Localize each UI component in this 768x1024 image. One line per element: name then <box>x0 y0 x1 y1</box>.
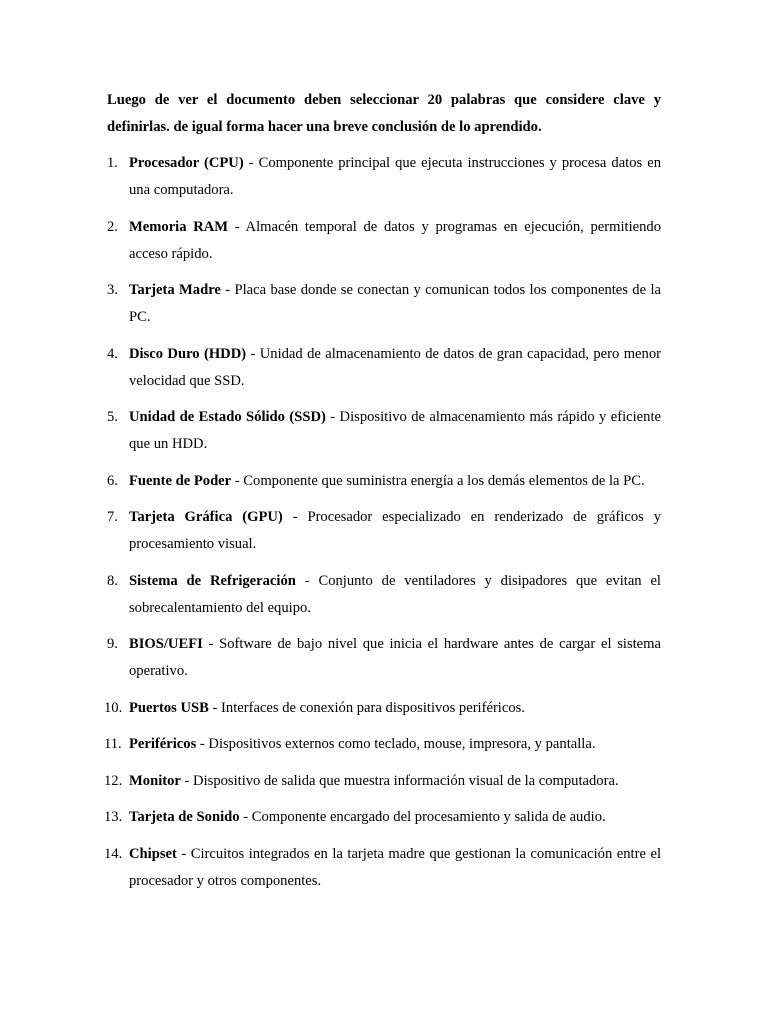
item-definition: - Software de bajo nivel que inicia el hardware antes de cargar el sistema operativo. <box>129 636 661 679</box>
item-definition: - Interfaces de conexión para dispositivos periféricos. <box>208 699 525 716</box>
item-term: Monitor <box>129 772 181 789</box>
item-number: 1. <box>107 155 118 171</box>
item-term: Puertos USB <box>129 699 209 716</box>
item-number: 11. <box>104 736 122 752</box>
item-definition: - Componente encargado del procesamiento y salida de audio. <box>239 809 606 825</box>
list-item <box>107 341 661 395</box>
item-definition: - Almacén temporal de datos y programas en ejecución, permitiendo acceso rápido. <box>129 218 661 262</box>
item-term: Disco Duro (HDD) <box>129 345 247 362</box>
item-term: Periféricos <box>129 736 197 752</box>
list-item <box>104 804 661 831</box>
item-number: 8. <box>107 572 118 589</box>
item-definition: - Componente que suministra energía a los demás elementos de la PC. <box>231 472 645 489</box>
list-item <box>104 841 661 895</box>
item-term: Memoria RAM <box>129 218 229 235</box>
item-term: Chipset <box>129 845 177 862</box>
item-number: 10. <box>104 699 123 716</box>
list-item <box>104 768 661 795</box>
item-definition: - Placa base donde se conectan y comunican todos los componentes de la PC. <box>129 282 661 325</box>
glossary-list <box>104 150 662 895</box>
instructions-paragraph: Luego de ver el documento deben seleccionar 20 palabras que considere clave y definirlas. de igual forma hacer una breve conclusión de lo aprendido. <box>107 92 661 135</box>
item-definition: - Unidad de almacenamiento de datos de gran capacidad, pero menor velocidad que SSD. <box>129 345 661 389</box>
list-item <box>104 695 661 722</box>
list-item <box>107 631 661 685</box>
item-number: 2. <box>107 218 118 235</box>
item-definition: - Procesador especializado en renderizado de gráficos y procesamiento visual. <box>129 509 661 552</box>
item-term: Procesador (CPU) <box>129 155 244 171</box>
item-number: 4. <box>107 345 118 362</box>
item-number: 9. <box>107 636 118 652</box>
item-term: Unidad de Estado Sólido (SSD) <box>129 409 326 425</box>
item-term: Sistema de Refrigeración <box>129 572 296 589</box>
item-definition: - Componente principal que ejecuta instrucciones y procesa datos en una computadora. <box>129 155 662 198</box>
document-page <box>104 87 662 904</box>
item-definition: - Conjunto de ventiladores y disipadores que evitan el sobrecalentamiento del equipo. <box>129 572 661 616</box>
item-term: Fuente de Poder <box>129 472 232 489</box>
item-definition: - Circuitos integrados en la tarjeta madre que gestionan la comunicación entre el procesador y otros componentes. <box>129 845 661 889</box>
item-number: 5. <box>107 409 118 425</box>
item-definition: - Dispositivos externos como teclado, mouse, impresora, y pantalla. <box>196 736 596 752</box>
item-definition: - Dispositivo de almacenamiento más rápido y eficiente que un HDD. <box>129 409 661 452</box>
item-term: Tarjeta de Sonido <box>129 809 240 825</box>
item-term: BIOS/UEFI <box>129 636 203 652</box>
list-item <box>107 568 661 622</box>
item-number: 12. <box>104 772 123 789</box>
list-item <box>107 277 661 331</box>
list-item <box>107 214 661 268</box>
item-definition: - Dispositivo de salida que muestra información visual de la computadora. <box>180 772 619 789</box>
list-item <box>104 731 661 758</box>
list-item <box>107 504 661 558</box>
item-number: 6. <box>107 472 118 489</box>
list-item <box>107 468 661 495</box>
item-term: Tarjeta Gráfica (GPU) <box>129 509 283 525</box>
item-term: Tarjeta Madre <box>129 282 221 298</box>
item-number: 7. <box>107 509 118 525</box>
item-number: 3. <box>107 282 118 298</box>
item-number: 13. <box>104 809 123 825</box>
list-item <box>107 150 661 204</box>
item-number: 14. <box>104 845 123 862</box>
list-item <box>107 404 661 458</box>
